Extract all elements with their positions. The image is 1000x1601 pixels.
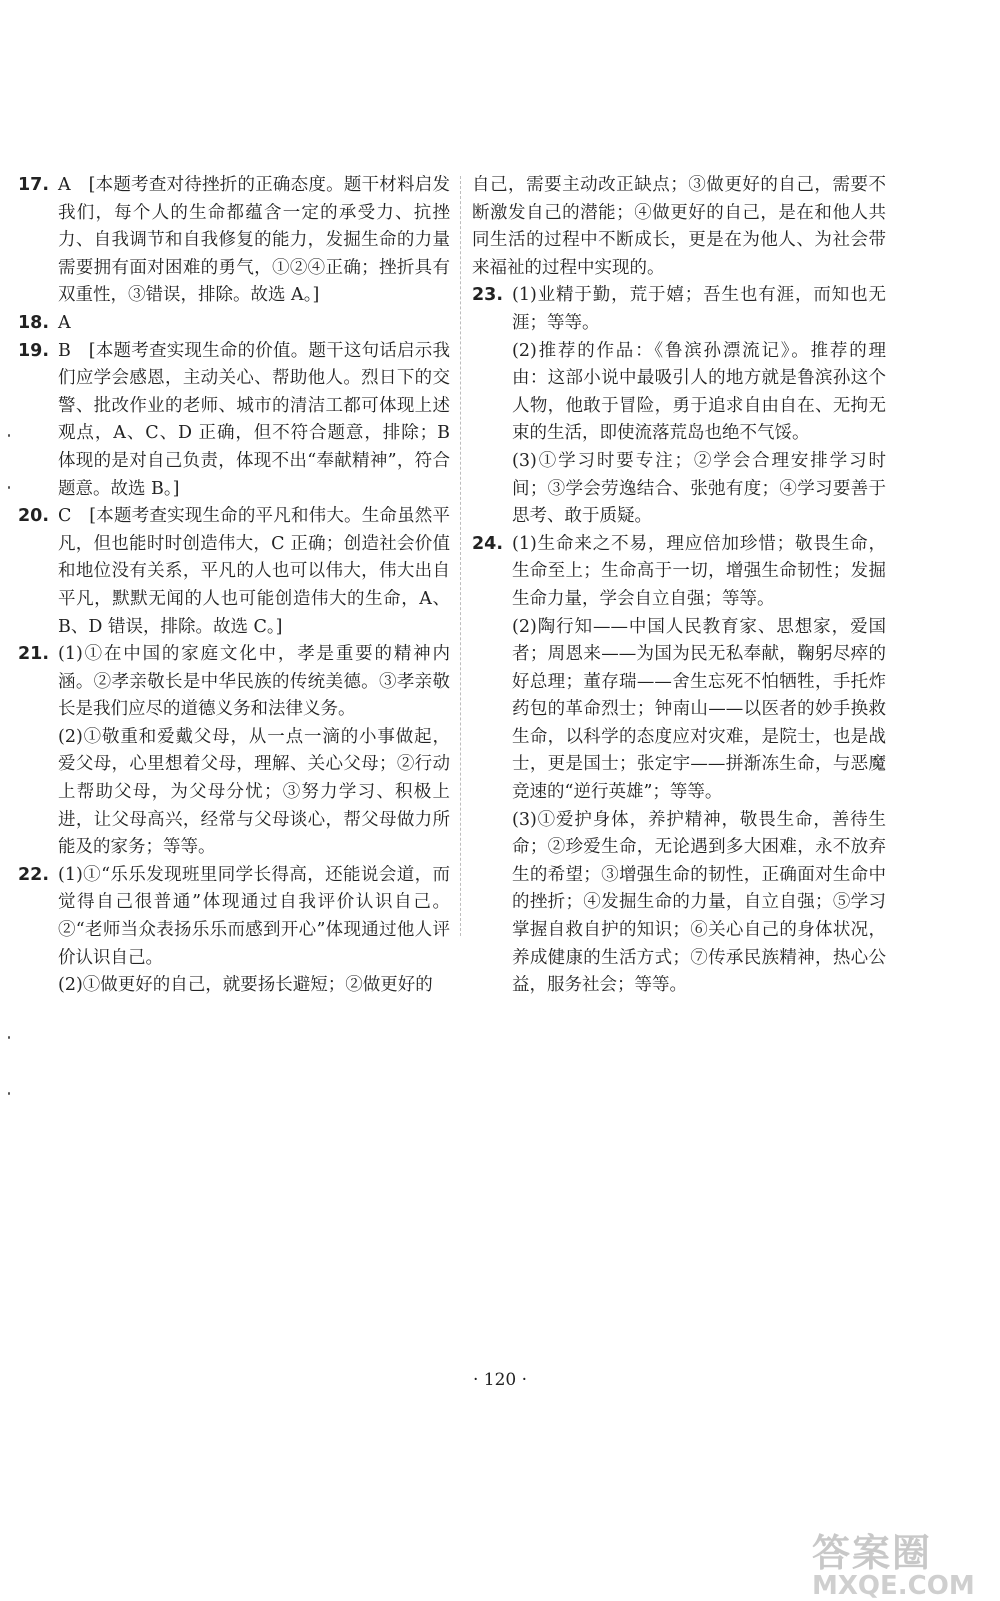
question-17 <box>18 172 450 310</box>
scan-speck <box>8 1092 10 1095</box>
question-number: 18. <box>18 312 50 333</box>
right-column <box>472 172 886 1000</box>
question-number: 20. <box>18 506 50 527</box>
answer-part: (1)①“乐乐发现班里同学长得高，还能说会道，而觉得自己很普通”体现通过自我评价认识自己。②“老师当众表扬乐乐而感到开心”体现通过他人评价认识自己。 <box>58 864 450 968</box>
column-divider <box>460 176 461 936</box>
answer-text: A <box>58 312 71 333</box>
answer-part: (2)①做更好的自己，就要扬长避短；②做更好的 <box>58 975 433 996</box>
question-number: 22. <box>18 864 50 885</box>
answer-part: (3)①学习时要专注；②学会合理安排学习时间；③学会劳逸结合、张弛有度；④学习要善于思考、敢于质疑。 <box>512 450 886 527</box>
scan-speck <box>8 1036 10 1039</box>
answer-part: (2)推荐的作品：《鲁滨孙漂流记》。推荐的理由：这部小说中最吸引人的地方就是鲁滨孙这个人物，他敢于冒险，勇于追求自由自在、无拘无束的生活，即使流落荒岛也绝不气馁。 <box>512 340 886 444</box>
answer-part: (2)①敬重和爱戴父母，从一点一滴的小事做起，爱父母，心里想着父母，理解、关心父母；②行动上帮助父母，为父母分忧；③努力学习、积极上进，让父母高兴，经常与父母谈心，帮父母做力所能及的家务；等等。 <box>58 726 450 858</box>
answer-text: A [本题考查对待挫折的正确态度。题干材料启发我们，每个人的生命都蕴含一定的承受力、抗挫力、自我调节和自我修复的能力，发掘生命的力量需要拥有面对困难的勇气，①②④正确；挫折具有双重性，③错误，排除。故选 A。] <box>58 175 450 306</box>
answer-part: (2)陶行知——中国人民教育家、思想家，爱国者；周恩来——为国为民无私奉献，鞠躬尽瘁的好总理；董存瑞——舍生忘死不怕牺牲，手托炸药包的革命烈士；钟南山——以医者的妙手换救生命，以科学的态度应对灾难，是院士，也是战士，更是国士；张定宇——拼渐冻生命，与恶魔竞速的“逆行英雄”；等等。 <box>512 616 886 803</box>
question-number: 21. <box>18 644 50 665</box>
watermark-logo: 答案圈 <box>812 1531 933 1575</box>
answer-part: (1)业精于勤，荒于嬉；吾生也有涯，而知也无涯；等等。 <box>512 285 886 333</box>
question-number: 19. <box>18 340 50 361</box>
page-number: · 120 · <box>472 1370 528 1390</box>
answer-part: (1)①在中国的家庭文化中，孝是重要的精神内涵。②孝亲敬长是中华民族的传统美德。③孝亲敬长是我们应尽的道德义务和法律义务。 <box>58 644 450 720</box>
question-21 <box>18 641 450 862</box>
question-18 <box>18 310 450 338</box>
question-23 <box>472 282 886 530</box>
answer-part: (3)①爱护身体，养护精神，敬畏生命，善待生命；②珍爱生命，无论遇到多大困难，永不放弃生的希望；③增强生命的韧性，正确面对生命中的挫折；④发掘生命的力量，自立自强；⑤学习掌握自救自护的知识；⑥关心自己的身体状况，养成健康的生活方式；⑦传承民族精神，热心公益，服务社会；等等。 <box>512 809 886 996</box>
question-number: 24. <box>472 533 504 554</box>
question-22 <box>18 862 450 1000</box>
scan-speck <box>8 434 10 437</box>
scan-speck <box>8 486 10 489</box>
question-19 <box>18 338 450 504</box>
question-20 <box>18 503 450 641</box>
question-22-continued: 自己，需要主动改正缺点；③做更好的自己，需要不断激发自己的潜能；④做更好的自己，是在和他人共同生活的过程中不断成长，更是在为他人、为社会带来福祉的过程中实现的。 <box>472 175 886 278</box>
question-number: 23. <box>472 285 504 306</box>
watermark-url: MXQE.COM <box>812 1571 975 1601</box>
watermark <box>812 1522 982 1601</box>
answer-text: C [本题考查实现生命的平凡和伟大。生命虽然平凡，但也能时时创造伟大，C 正确；创造社会价值和地位没有关系，平凡的人也可以伟大，伟大出自平凡，默默无闻的人也可能创造伟大的生命，A、B、D 错误，排除。故选 C。] <box>58 506 450 637</box>
answer-part: (1)生命来之不易，理应倍加珍惜；敬畏生命，生命至上；生命高于一切，增强生命韧性；发掘生命力量，学会自立自强；等等。 <box>512 533 886 609</box>
left-column <box>18 172 450 1000</box>
question-24 <box>472 531 886 1000</box>
answer-text: B [本题考查实现生命的价值。题干这句话启示我们应学会感恩，主动关心、帮助他人。烈日下的交警、批改作业的老师、城市的清洁工都可体现上述观点，A、C、D 正确，但不符合题意，排除；B 体现的是对自己负责，体现不出“奉献精神”，符合题意。故选 B。] <box>58 340 450 499</box>
question-number: 17. <box>18 175 50 195</box>
